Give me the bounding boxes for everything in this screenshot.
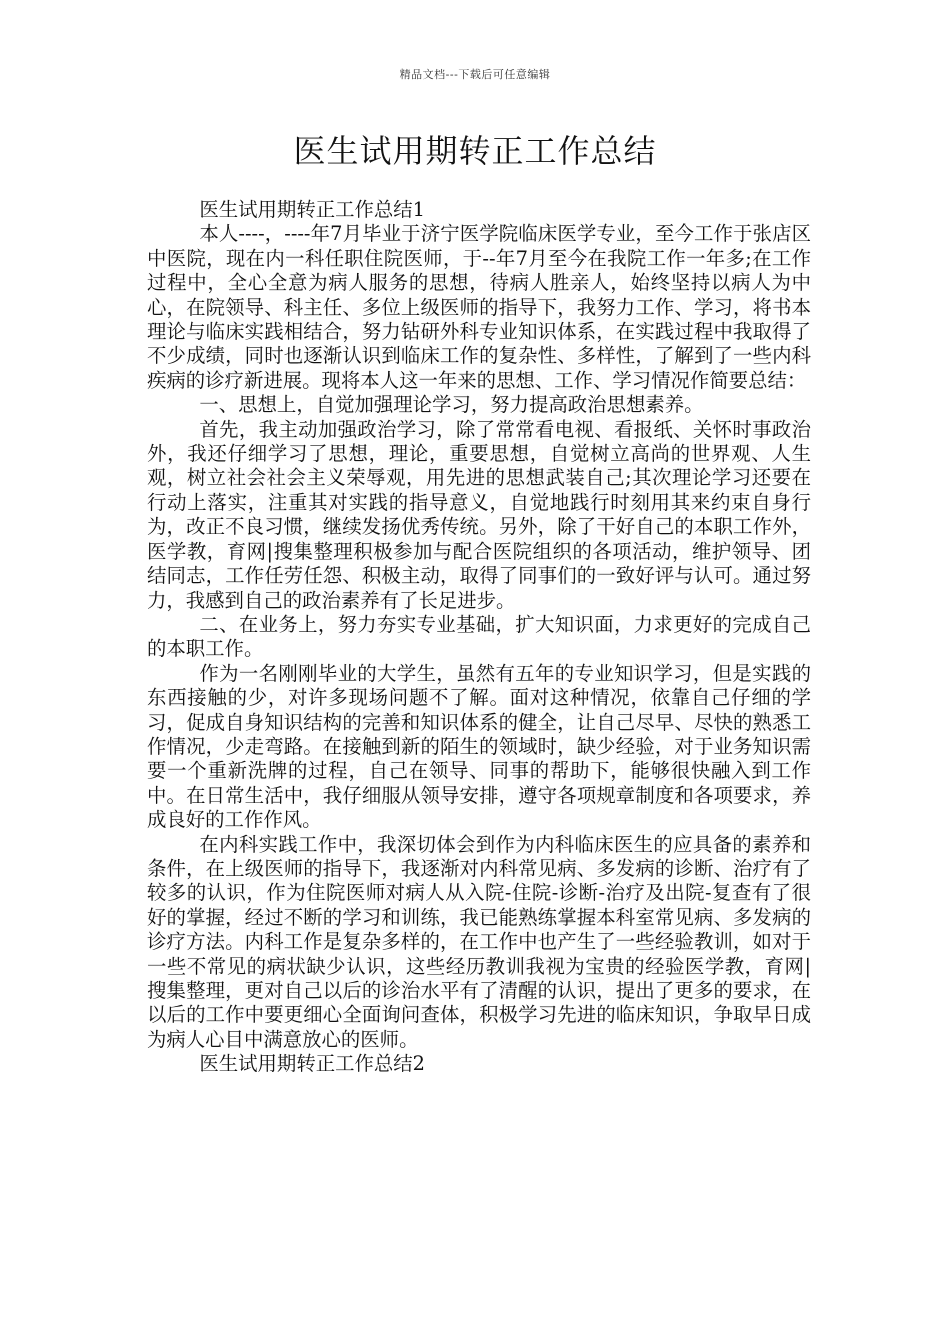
paragraph-practice: 在内科实践工作中，我深切体会到作为内科临床医生的应具备的素养和条件，在上级医师的指导下，我逐渐对内科常见病、多发病的诊断、治疗有了较多的认识，作为住院医师对病人从入院-住院-诊断-治疗及出院-复查有了很好的掌握，经过不断的学习和训练，我已能熟练掌握本科室常见病、多发病的诊疗方法。内科工作是复杂多样的，在工作中也产生了一些经验教训，如对于一些不常见的病状缺少认识，这些经历教训我视为宝贵的经验医学教，育网|搜集整理，更对自己以后的诊治水平有了清醒的认识，提出了更多的要求，在以后的工作中要更细心全面询问查体，积极学习先进的临床知识，争取早日成为病人心目中满意放心的医师。	[147, 832, 811, 1051]
section-heading-2: 医生试用期转正工作总结2	[199, 1052, 426, 1076]
paragraph-thought: 首先，我主动加强政治学习，除了常常看电视、看报纸、关怀时事政治外，我还仔细学习了思想，理论，重要思想，自觉树立高尚的世界观、人生观，树立社会社会主义荣辱观，用先进的思想武装自己;其次理论学习还要在行动上落实，注重其对实践的指导意义，自觉地践行时刻用其来约束自身行为，改正不良习惯，继续发扬优秀传统。另外，除了干好自己的本职工作外，医学教，育网|搜集整理积极参加与配合医院组织的各项活动，维护领导、团结同志，工作任劳任怨、积极主动，取得了同事们的一致好评与认可。通过努力，我感到自己的政治素养有了长足进步。	[147, 417, 811, 612]
paragraph-business: 作为一名刚刚毕业的大学生，虽然有五年的专业知识学习，但是实践的东西接触的少，对许多现场问题不了解。面对这种情况，依靠自己仔细的学习，促成自身知识结构的完善和知识体系的健全，让自己尽早、尽快的熟悉工作情况，少走弯路。在接触到新的陌生的领域时，缺少经验，对于业务知识需要一个重新洗牌的过程，自己在领导、同事的帮助下，能够很快融入到工作中。在日常生活中，我仔细服从领导安排，遵守各项规章制度和各项要求，养成良好的工作作风。	[147, 661, 811, 832]
section-heading-thought: 一、思想上，自觉加强理论学习，努力提高政治思想素养。	[199, 393, 704, 417]
document-title: 医生试用期转正工作总结	[293, 132, 657, 170]
header-note: 精品文档---下载后可任意编辑	[399, 68, 551, 81]
document-body	[147, 198, 811, 1077]
section-heading-1: 医生试用期转正工作总结1	[199, 198, 426, 221]
section-heading-business: 二、在业务上，努力夯实专业基础，扩大知识面，力求更好的完成自己的本职工作。	[147, 612, 811, 661]
paragraph-intro: 本人----，----年7月毕业于济宁医学院临床医学专业，至今工作于张店区中医院，现在内一科任职住院医师，于--年7月至今在我院工作一年多;在工作过程中，全心全意为病人服务的思想，待病人胜亲人，始终坚持以病人为中心，在院领导、科主任、多位上级医师的指导下，我努力工作、学习，将书本理论与临床实践相结合，努力钻研外科专业知识体系，在实践过程中我取得了不少成绩，同时也逐渐认识到临床工作的复杂性、多样性，了解到了一些内科疾病的诊疗新进展。现将本人这一年来的思想、工作、学习情况作简要总结：	[147, 222, 811, 392]
